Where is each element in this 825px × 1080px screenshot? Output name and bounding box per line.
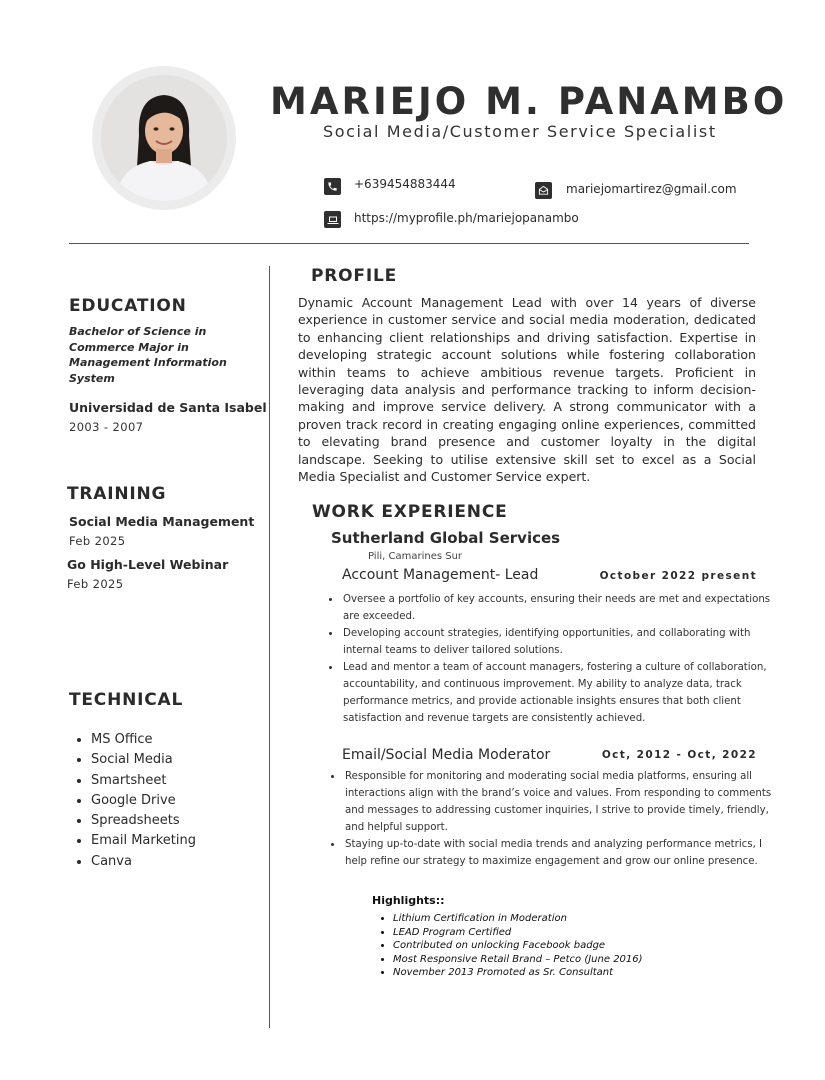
skill-item: • Social Media bbox=[91, 750, 196, 770]
list-item: • Developing account strategies, identifying opportunities, and collaborating with internal teams to deliver tailored solutions. bbox=[341, 625, 773, 659]
candidate-name: MARIEJO M. PANAMBO bbox=[270, 80, 788, 123]
list-item: • Staying up-to-date with social media trends and analyzing performance metrics, I help refine our strategy to maximize engagement and grow our online presence. bbox=[343, 836, 773, 870]
list-item: • November 2013 Promoted as Sr. Consultant bbox=[393, 966, 643, 980]
job-dates: October 2022 present bbox=[599, 570, 757, 582]
column-divider bbox=[269, 266, 270, 1028]
list-item: • Lithium Certification in Moderation bbox=[393, 912, 643, 926]
skill-item: • MS Office bbox=[91, 730, 196, 750]
phone-number[interactable]: +639454883444 bbox=[354, 177, 456, 191]
education-heading: EDUCATION bbox=[69, 296, 187, 316]
education-years: 2003 - 2007 bbox=[69, 420, 144, 434]
technical-skills-list bbox=[69, 730, 196, 872]
job-duties-list bbox=[323, 591, 773, 727]
job-title: Email/Social Media Moderator bbox=[342, 747, 551, 763]
technical-heading: TECHNICAL bbox=[69, 690, 184, 710]
candidate-title: Social Media/Customer Service Specialist bbox=[323, 122, 717, 141]
skill-item: • Smartsheet bbox=[91, 771, 196, 791]
list-item: • Lead and mentor a team of account managers, fostering a culture of collaboration, accountability, and continuous improvement. My ability to analyze data, track performance metrics, and provide actionable insights ensures that both client satisfaction and revenue targets are consistently achieved. bbox=[341, 659, 773, 727]
header-divider bbox=[69, 243, 749, 244]
profile-heading: PROFILE bbox=[311, 266, 397, 286]
phone-icon bbox=[324, 178, 341, 195]
highlights-list bbox=[375, 912, 643, 980]
list-item: • Responsible for monitoring and moderating social media platforms, ensuring all interactions align with the brand’s voice and values. From responding to comments and messages to addressing customer inquiries, I strive to provide timely, friendly, and helpful support. bbox=[343, 768, 773, 836]
avatar bbox=[101, 75, 227, 201]
skill-item: • Spreadsheets bbox=[91, 811, 196, 831]
list-item: • Most Responsive Retail Brand – Petco (June 2016) bbox=[393, 953, 643, 967]
email-icon bbox=[535, 182, 552, 199]
list-item: • Contributed on unlocking Facebook badge bbox=[393, 939, 643, 953]
email-address[interactable]: mariejomartirez@gmail.com bbox=[566, 182, 737, 196]
training-item-name: Go High-Level Webinar bbox=[67, 557, 229, 572]
skill-item: • Google Drive bbox=[91, 791, 196, 811]
highlights-heading: Highlights:: bbox=[372, 894, 445, 907]
skill-item: • Email Marketing bbox=[91, 831, 196, 851]
profile-summary: Dynamic Account Management Lead with over 14 years of diverse experience in customer service and social media moderation, dedicated to enhancing client relationships and driving satisfaction. Expertise in developing strategic account solutions while fostering collaboration within teams to achieve ambitious revenue targets. Proficient in leveraging data analysis and performance tracking to inform decision-making and improve service delivery. A strong communicator with a proven track record in creating engaging online experiences, committed to elevating brand presence and customer loyalty in the digital landscape. Seeking to utilise extensive skill set to excel as a Social Media Specialist and Customer Service expert. bbox=[298, 295, 756, 485]
training-item-name: Social Media Management bbox=[69, 514, 255, 529]
website-link[interactable]: https://myprofile.ph/mariejopanambo bbox=[354, 211, 579, 225]
training-heading: TRAINING bbox=[67, 484, 167, 504]
job-dates: Oct, 2012 - Oct, 2022 bbox=[601, 749, 757, 761]
education-school: Universidad de Santa Isabel bbox=[69, 400, 267, 415]
company-name: Sutherland Global Services bbox=[331, 529, 561, 547]
job-title: Account Management- Lead bbox=[342, 567, 539, 583]
company-location: Pili, Camarines Sur bbox=[368, 551, 463, 562]
work-experience-heading: WORK EXPERIENCE bbox=[312, 502, 508, 522]
list-item: • LEAD Program Certified bbox=[393, 926, 643, 940]
laptop-icon bbox=[324, 211, 341, 228]
training-item-date: Feb 2025 bbox=[67, 577, 124, 591]
list-item: • Oversee a portfolio of key accounts, ensuring their needs are met and expectations are exceeded. bbox=[341, 591, 773, 625]
education-degree: Bachelor of Science in Commerce Major in Management Information System bbox=[69, 325, 227, 385]
job-duties-list bbox=[325, 768, 773, 870]
training-item-date: Feb 2025 bbox=[69, 534, 126, 548]
skill-item: • Canva bbox=[91, 852, 196, 872]
